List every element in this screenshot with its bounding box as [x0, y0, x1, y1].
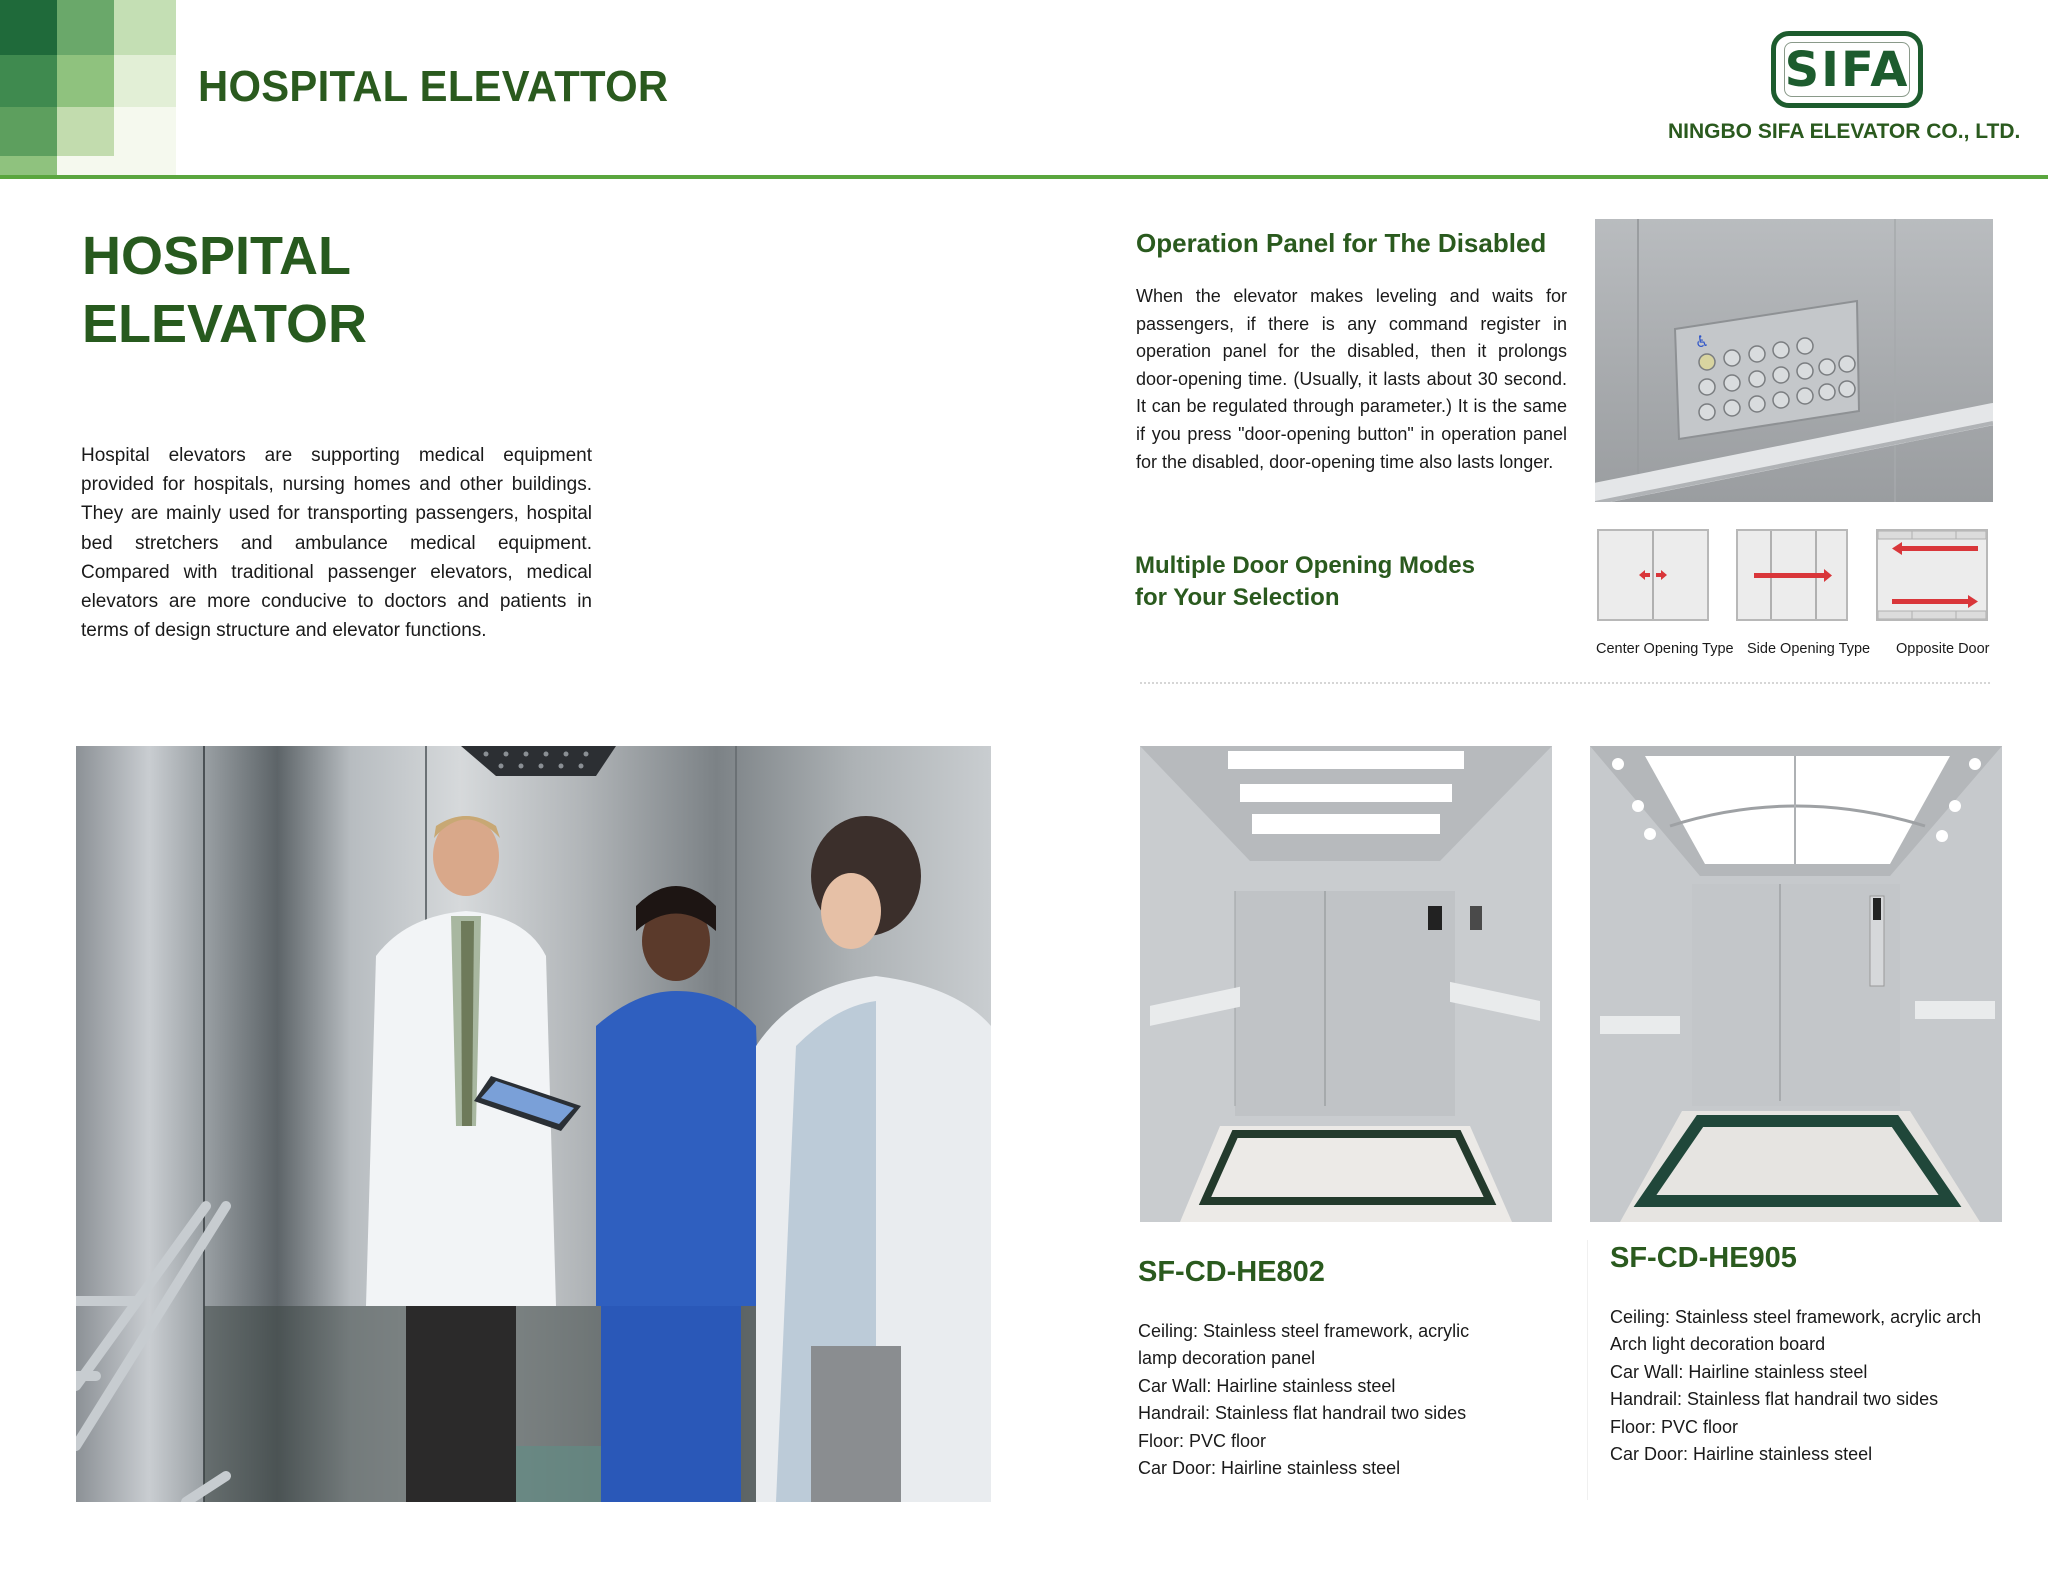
opposite-door-arrows-icon: [1878, 531, 1986, 619]
spec-line: Car Wall: Hairline stainless steel: [1138, 1375, 1396, 1396]
side-opening-label: Side Opening Type: [1747, 641, 1871, 657]
intro-paragraph: Hospital elevators are supporting medical equipment provided for hospitals, nursing homes and other buildings. They are mainly used for transporting passengers, hospital bed stretchers and ambulance medical equipment. Compared with traditional passenger elevators, medical elevators are more conducive to doctors and patients in terms of design structure and elevator functions.: [81, 445, 592, 642]
product-specs-he802: [1138, 1318, 1469, 1482]
logo-text: SIFA: [1784, 41, 1910, 98]
spec-line: Ceiling: Stainless steel framework, acrylic arch: [1610, 1307, 1982, 1327]
hero-illustration: [76, 746, 991, 1502]
document-title: HOSPITAL ELEVATTOR: [198, 62, 669, 111]
company-name: NINGBO SIFA ELEVATOR CO., LTD.: [1668, 120, 2021, 143]
side-opening-diagram: [1736, 529, 1848, 621]
opposite-door-diagram: [1876, 529, 1988, 621]
door-modes-heading: [1135, 550, 1475, 614]
center-opening-diagram: [1597, 529, 1709, 621]
title-line-2: ELEVATOR: [82, 294, 368, 354]
elevator-car-illustration: [1140, 746, 1552, 1222]
product-photo-sf-cd-he905: [1590, 746, 2002, 1222]
product-specs-he905: [1610, 1304, 1981, 1468]
header-mosaic: [0, 0, 176, 176]
spec-line: Ceiling: Stainless steel framework, acrylic: [1138, 1321, 1470, 1341]
spec-line: Car Wall: Hairline stainless steel: [1610, 1361, 1868, 1382]
header-divider: [0, 175, 2048, 179]
product-column-divider: [1587, 1240, 1588, 1500]
spec-line: Floor: PVC floor: [1610, 1416, 1739, 1437]
wheelchair-icon: ♿: [1695, 332, 1710, 351]
disabled-operation-panel-photo: [1595, 219, 1993, 502]
sifa-logo: [1771, 31, 1923, 108]
panel-illustration: [1595, 219, 1993, 502]
door-modes-heading-line-1: Multiple Door Opening Modes: [1135, 552, 1475, 579]
dotted-divider: [1140, 682, 1990, 684]
product-model-he905: SF-CD-HE905: [1610, 1242, 1797, 1274]
section-title: [82, 222, 367, 358]
spec-line: lamp decoration panel: [1138, 1348, 1316, 1369]
title-line-1: HOSPITAL: [82, 226, 351, 286]
spec-line: Handrail: Stainless flat handrail two sides: [1138, 1403, 1467, 1424]
side-opening-arrow-icon: [1738, 531, 1846, 619]
door-modes-heading-line-2: for Your Selection: [1135, 584, 1340, 611]
opposite-door-label: Opposite Door: [1896, 641, 1990, 657]
product-photo-sf-cd-he802: [1140, 746, 1552, 1222]
spec-line: Floor: PVC floor: [1138, 1430, 1267, 1451]
operation-panel-description: When the elevator makes leveling and waits for passengers, if there is any command register in operation panel for the disabled, then it prolongs door-opening time. (Usually, it lasts about 30 second. It can be regulated through parameter.) It is the same if you press "door-opening button" in operation panel for the disabled, door-opening time also lasts longer.: [1136, 286, 1567, 472]
elevator-car-illustration: [1590, 746, 2002, 1222]
center-opening-arrows-icon: [1599, 531, 1707, 619]
center-opening-label: Center Opening Type: [1596, 641, 1734, 657]
spec-line: Arch light decoration board: [1610, 1334, 1826, 1355]
spec-line: Handrail: Stainless flat handrail two sides: [1610, 1389, 1939, 1410]
operation-panel-heading: Operation Panel for The Disabled: [1136, 228, 1547, 258]
spec-line: Car Door: Hairline stainless steel: [1610, 1444, 1873, 1465]
product-model-he802: SF-CD-HE802: [1138, 1256, 1325, 1288]
hero-photo-medical-staff-in-elevator: [76, 746, 991, 1502]
spec-line: Car Door: Hairline stainless steel: [1138, 1458, 1401, 1479]
